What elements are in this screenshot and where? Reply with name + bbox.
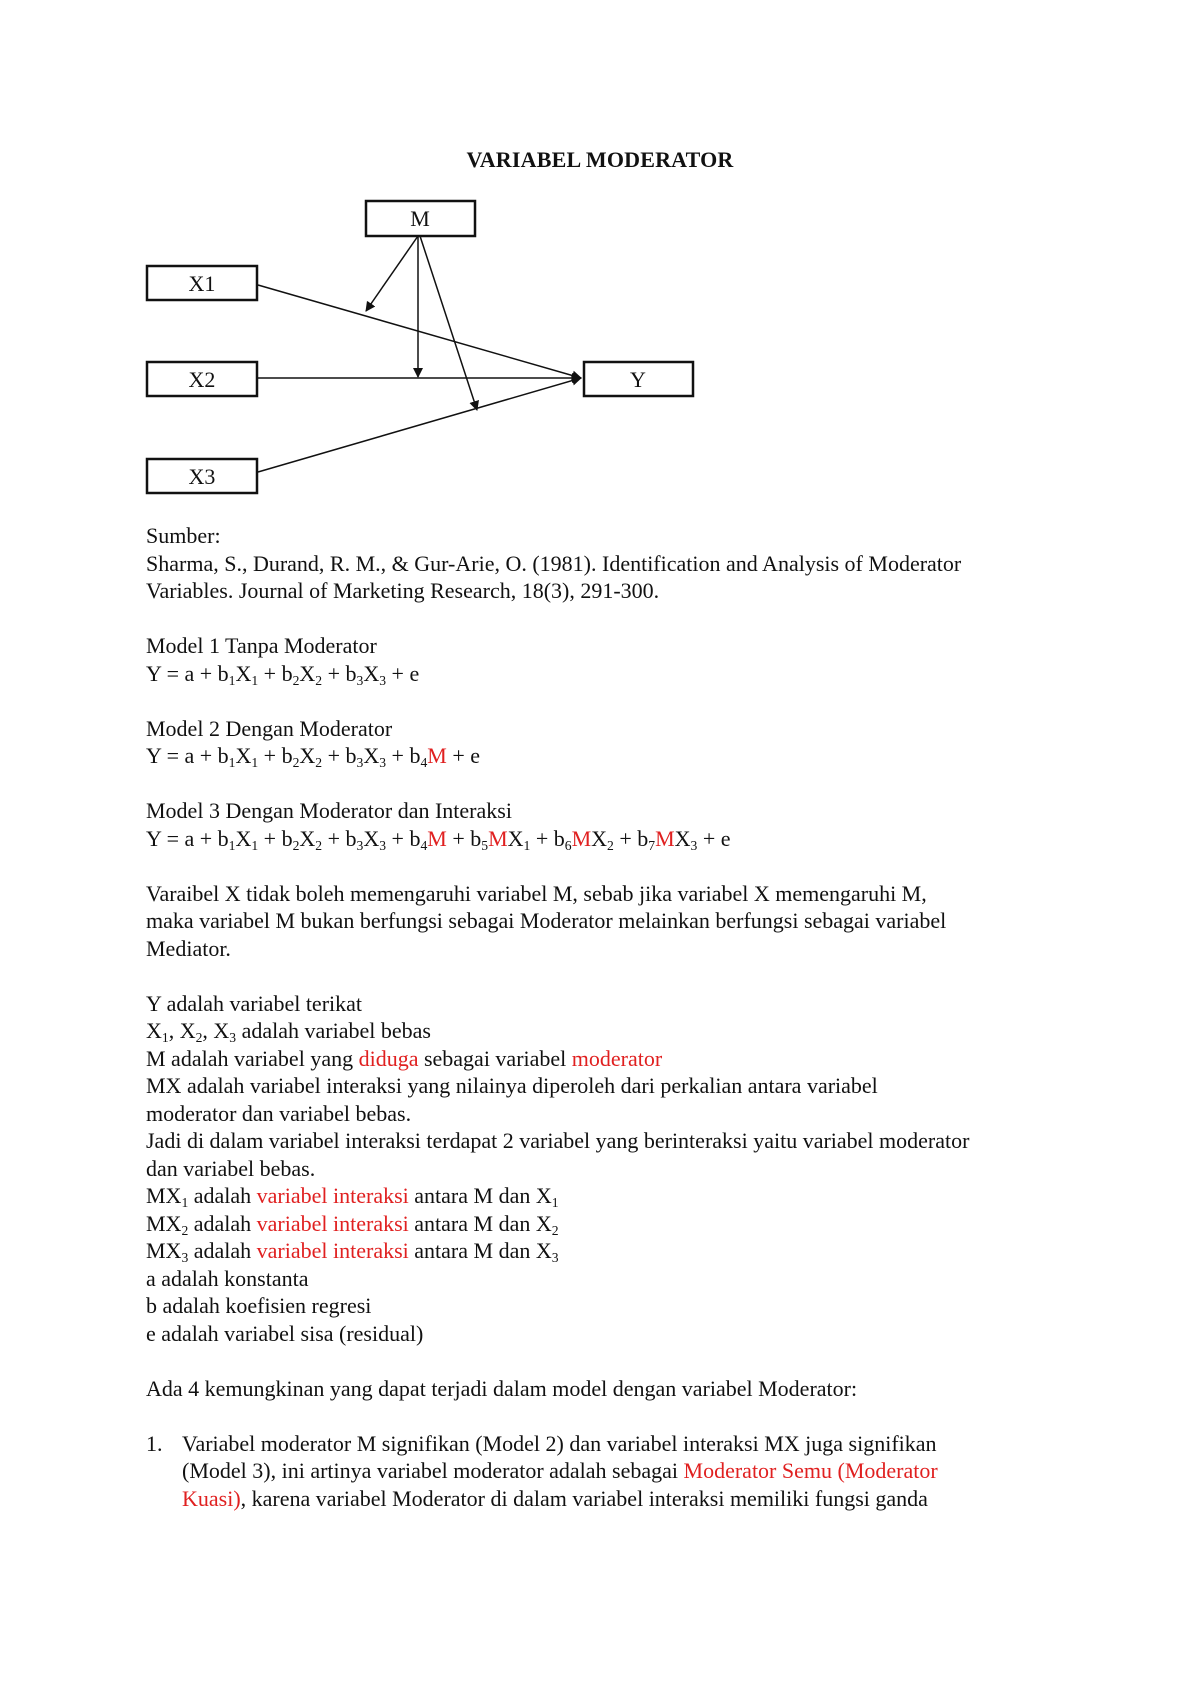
moderator-diagram (0, 0, 1200, 500)
possibility-item-1-number: 1. (146, 1430, 163, 1456)
node-x1-label: X1 (188, 271, 216, 296)
node-x1 (147, 266, 257, 300)
def-y: Y adalah variabel terikat (146, 990, 363, 1016)
node-x2-label: X2 (188, 367, 216, 392)
model3-equation: $Y = a + b_1X_1 + b_2X_2 + b_3X_3 + b_4M + b_5MX_1 + b_6MX_2 + b_7MX_3 + e$ (146, 825, 731, 853)
note-line3: Mediator. (146, 935, 231, 961)
node-y (584, 362, 693, 396)
model1-equation: $Y = a + b_1X_1 + b_2X_2 + b_3X_3 + e$ (146, 660, 420, 688)
arrow-m-to-x1-path (366, 236, 418, 311)
node-x3-label: X3 (188, 464, 216, 489)
possibility-item-1-line2: (Model 3), ini artinya variabel moderator adalah sebagai Moderator Semu (Moderator (182, 1458, 938, 1483)
def-e: e adalah variabel sisa (residual) (146, 1320, 424, 1346)
node-y-label: Y (630, 367, 646, 392)
document-title: VARIABEL MODERATOR (466, 147, 734, 172)
node-m-label: M (410, 206, 430, 231)
note-line2: maka variabel M bukan berfungsi sebagai Moderator melainkan berfungsi sebagai variabel (146, 908, 947, 933)
source-citation-line1: Sharma, S., Durand, R. M., & Gur-Arie, O. (1981). Identification and Analysis of Moderator (146, 550, 962, 576)
def-mx-line2: moderator dan variabel bebas. (146, 1100, 412, 1126)
def-jadi-line2: dan variabel bebas. (146, 1155, 316, 1181)
def-mx2: $MX_2$ adalah variabel interaksi antara M dan $X_2$ (146, 1210, 559, 1238)
arrow-m-to-x3-path (420, 236, 477, 410)
document-body (146, 522, 1086, 1512)
arrow-x1-to-y (258, 285, 581, 378)
arrow-x3-to-y (258, 378, 581, 472)
possibility-item-1-line3: Kuasi), karena variabel Moderator di dalam variabel interaksi memiliki fungsi ganda (182, 1485, 928, 1511)
def-mx-line1: MX adalah variabel interaksi yang nilainya diperoleh dari perkalian antara variabel (146, 1073, 878, 1098)
source-citation-line2: Variables. Journal of Marketing Research, 18(3), 291-300. (146, 578, 660, 603)
model2-heading: Model 2 Dengan Moderator (146, 715, 393, 741)
possibilities-intro: Ada 4 kemungkinan yang dapat terjadi dalam model dengan variabel Moderator: (146, 1375, 858, 1401)
node-x3 (147, 459, 257, 493)
def-jadi-line1: Jadi di dalam variabel interaksi terdapat 2 variabel yang berinteraksi yaitu variabel moderator (146, 1128, 970, 1153)
def-b: b adalah koefisien regresi (146, 1293, 372, 1318)
possibility-item-1-line1: Variabel moderator M signifikan (Model 2) dan variabel interaksi MX juga signifikan (182, 1430, 937, 1456)
model3-heading: Model 3 Dengan Moderator dan Interaksi (146, 798, 512, 823)
node-m (366, 201, 475, 236)
def-mx3: $MX_3$ adalah variabel interaksi antara M dan $X_3$ (146, 1238, 559, 1265)
def-mx1: $MX_1$ adalah variabel interaksi antara M dan $X_1$ (146, 1183, 559, 1210)
def-x: $X_1$, $X_2$, $X_3$ adalah variabel bebas (146, 1018, 431, 1045)
source-label: Sumber: (146, 523, 221, 548)
note-line1: Varaibel X tidak boleh memengaruhi variabel M, sebab jika variabel X memengaruhi M, (146, 880, 927, 906)
model1-heading: Model 1 Tanpa Moderator (146, 633, 377, 658)
def-a: a adalah konstanta (146, 1265, 309, 1291)
def-m: M adalah variabel yang diduga sebagai variabel moderator (146, 1045, 663, 1071)
node-x2 (147, 362, 257, 396)
model2-equation: $Y = a + b_1X_1 + b_2X_2 + b_3X_3 + b_4M + e$ (146, 743, 481, 770)
possibility-item-1 (146, 1430, 1086, 1513)
